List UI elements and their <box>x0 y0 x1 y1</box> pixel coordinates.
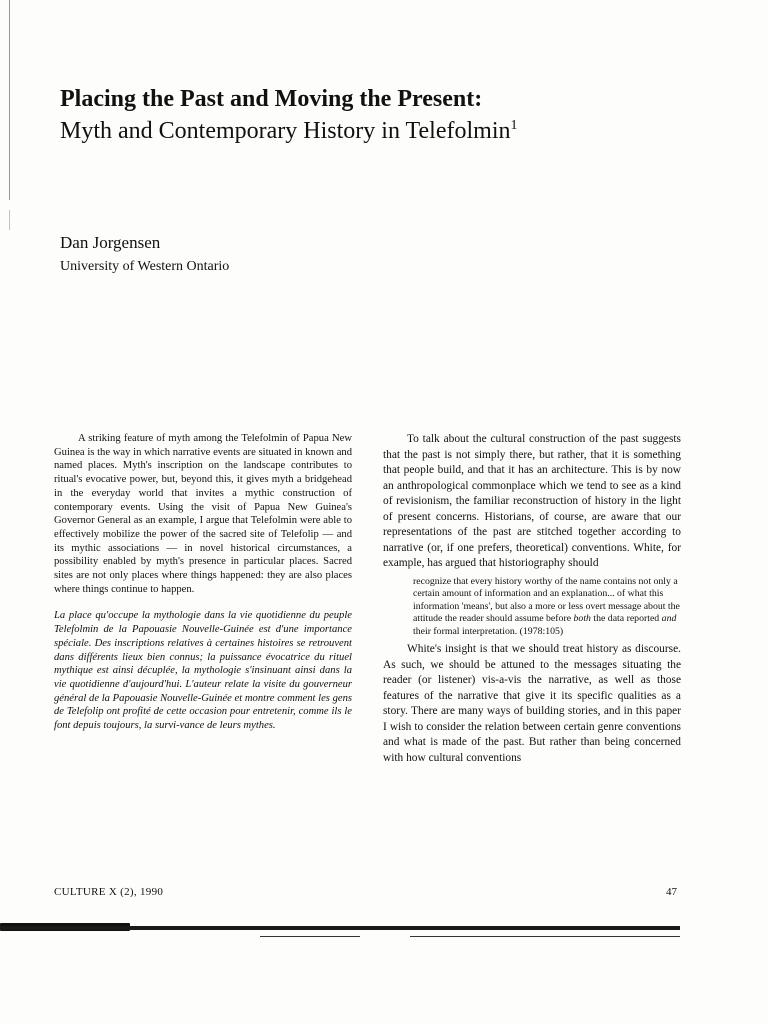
footer-rule-thin-2 <box>410 936 680 937</box>
author-affiliation: University of Western Ontario <box>60 259 230 274</box>
margin-rule <box>9 0 10 200</box>
article-title: Placing the Past and Moving the Present: <box>60 86 483 112</box>
right-column <box>383 432 681 766</box>
page-number: 47 <box>666 886 677 898</box>
author-name: Dan Jorgensen <box>60 233 161 252</box>
article-subtitle <box>60 116 740 146</box>
left-column <box>54 432 352 733</box>
body-paragraph-1: To talk about the cultural construction of the past suggests that the past is not simply there, but rather, that it is something that people build, and that it has an architecture. This is by now an anthropological commonplace which we tend to see as a kind of revisionism, the familiar reconstruction of history in the light of present concerns. Historians, of course, are aware that our representations of the past are stitched together according to narrative (or, if one prefers, theoretical) conventions. White, for example, has argued that historiography should <box>383 433 681 569</box>
quote-emphasis-and: and <box>661 613 677 625</box>
journal-citation: CULTURE X (2), 1990 <box>54 886 164 898</box>
block-quote <box>413 576 681 639</box>
quote-text-c: their formal interpretation. (1978:105) <box>413 625 564 637</box>
footer-rule-thin-1 <box>260 936 360 937</box>
abstract-english: A striking feature of myth among the Telefolmin of Papua New Guinea is the way in which narrative events are situated in known and named places. Myth's inscription on the landscape contributes to ritual's evocative power, but, beyond this, it gives myth a bridgehead in the everyday world that invites a mythic construction of contemporary events. Using the visit of Papua New Guinea's Governor General as an example, I argue that Telefolmin were able to effectively mobilize the power of the sacred site of Telefolip — and its mythic associations — in novel historical circumstances, a possibility enabled by myth's presence in particular places. Sacred sites are not only places where things happened: they are also places where things continue to happen. <box>54 433 352 595</box>
margin-rule-fragment <box>9 210 10 230</box>
footer-rule-thick <box>0 926 680 930</box>
quote-emphasis-both: both <box>573 613 591 625</box>
footnote-marker: 1 <box>510 118 518 133</box>
abstract-french: La place qu'occupe la mythologie dans la vie quotidienne du peuple Telefolmin de la Papouasie Nouvelle-Guinée est d'une importance spéciale. Des inscriptions relatives à certaines histoires se retrouvent dans différents lieux bien connus; la puissance évocatrice du rituel mythique est ainsi décuplée, la mythologie s'insinuant ainsi dans la vie quotidienne d'aujourd'hui. L'auteur relate la visite du gouverneur général de la Papouasie Nouvelle-Guinée et montre comment les gens de Telefolip ont profité de cette occasion pour entretenir, comme ils le font depuis toujours, la survi-vance de leurs mythes. <box>54 610 352 732</box>
footer-rule <box>0 922 768 938</box>
article-subtitle-text: Myth and Contemporary History in Telefolmin <box>60 118 511 144</box>
quote-text-a: recognize that every history worthy of the name contains not only a certain amount of information and an explanation... of what this information 'means', but also a more or less overt message about the attitude the reader should assume before <box>413 575 680 625</box>
quote-text-b: the data reported <box>590 613 662 625</box>
body-paragraph-2: White's insight is that we should treat history as discourse. As such, we should be attuned to the messages situating the reader (or listener) vis-a-vis the narrative, as well as those features of the narrative that give it its specific qualities as a story. There are many ways of building stories, and in this paper I wish to consider the relation between certain genre conventions and what is made of the past. But rather than being concerned with how cultural conventions <box>383 643 681 764</box>
